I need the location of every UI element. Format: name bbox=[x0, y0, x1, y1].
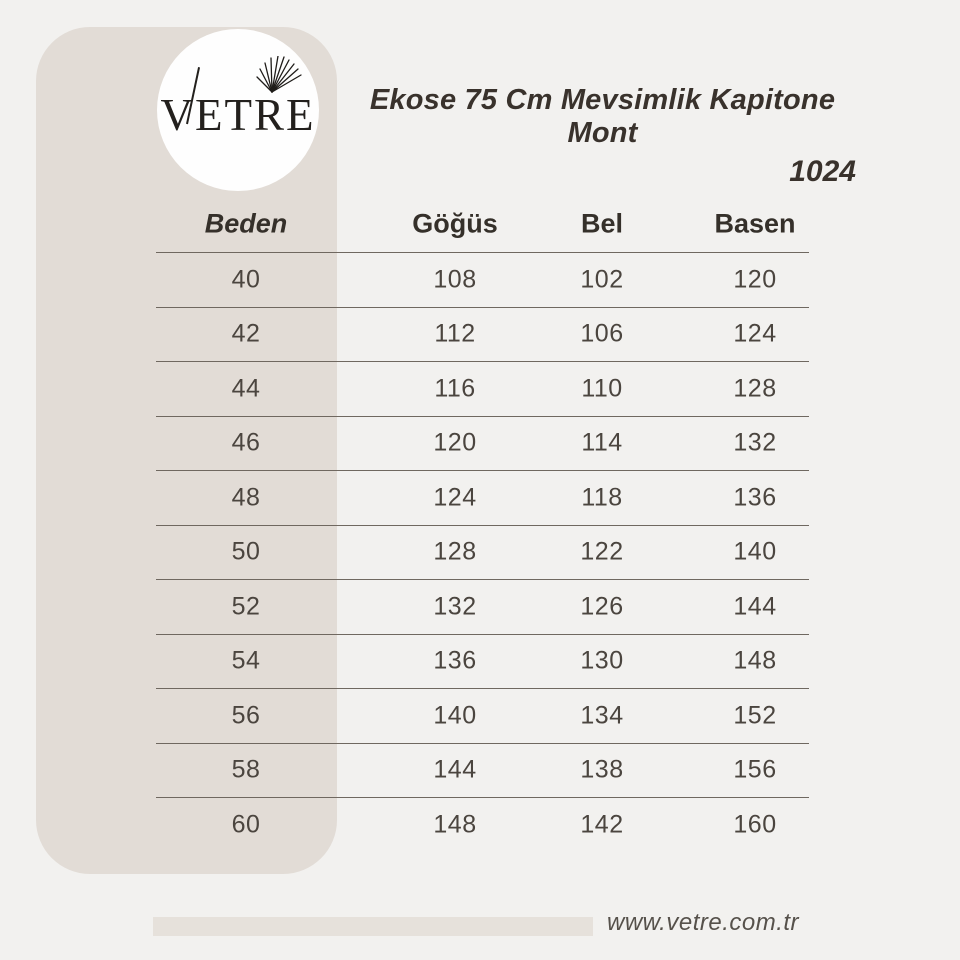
table-cell: 120 bbox=[433, 428, 477, 457]
table-cell: 110 bbox=[581, 374, 623, 403]
table-row bbox=[156, 689, 809, 744]
table-cell: 40 bbox=[231, 265, 261, 294]
table-cell: 50 bbox=[231, 537, 261, 566]
table-row bbox=[156, 798, 809, 853]
table-row bbox=[156, 308, 809, 363]
table-row bbox=[156, 744, 809, 799]
header-basen: Basen bbox=[714, 208, 796, 239]
table-cell: 130 bbox=[580, 646, 624, 675]
table-cell: 156 bbox=[733, 755, 777, 784]
table-row bbox=[156, 471, 809, 526]
table-cell: 116 bbox=[434, 374, 476, 403]
size-table-body bbox=[156, 253, 809, 853]
table-cell: 52 bbox=[231, 592, 261, 621]
brand-logo-text: VETRE bbox=[160, 90, 316, 140]
table-cell: 138 bbox=[580, 755, 624, 784]
table-cell: 132 bbox=[733, 428, 777, 457]
table-cell: 114 bbox=[581, 428, 623, 457]
product-title-block bbox=[345, 84, 860, 189]
table-cell: 128 bbox=[733, 374, 777, 403]
header-gogus: Göğüs bbox=[412, 208, 498, 239]
table-cell: 126 bbox=[580, 592, 624, 621]
table-row bbox=[156, 526, 809, 581]
table-cell: 160 bbox=[733, 810, 777, 839]
table-cell: 112 bbox=[434, 319, 476, 348]
table-cell: 118 bbox=[581, 483, 623, 512]
table-cell: 142 bbox=[580, 810, 624, 839]
table-cell: 122 bbox=[580, 537, 624, 566]
table-cell: 136 bbox=[733, 483, 777, 512]
table-cell: 46 bbox=[231, 428, 261, 457]
table-cell: 60 bbox=[231, 810, 261, 839]
leaf-fan-icon bbox=[256, 56, 302, 94]
table-cell: 136 bbox=[433, 646, 477, 675]
table-cell: 134 bbox=[580, 701, 624, 730]
product-code: 1024 bbox=[789, 155, 856, 188]
table-cell: 124 bbox=[733, 319, 777, 348]
table-cell: 48 bbox=[231, 483, 261, 512]
table-cell: 102 bbox=[580, 265, 624, 294]
table-row bbox=[156, 417, 809, 472]
product-title: Ekose 75 Cm Mevsimlik Kapitone Mont bbox=[369, 84, 836, 149]
table-row bbox=[156, 253, 809, 308]
table-cell: 120 bbox=[733, 265, 777, 294]
brand-logo-badge bbox=[157, 29, 319, 191]
footer-divider-bar bbox=[153, 917, 593, 936]
table-cell: 124 bbox=[433, 483, 477, 512]
table-cell: 106 bbox=[580, 319, 624, 348]
header-beden: Beden bbox=[204, 208, 288, 239]
website-link[interactable]: www.vetre.com.tr bbox=[607, 909, 800, 936]
table-cell: 132 bbox=[433, 592, 477, 621]
table-cell: 140 bbox=[733, 537, 777, 566]
header-bel: Bel bbox=[580, 208, 624, 239]
table-cell: 144 bbox=[433, 755, 477, 784]
table-row bbox=[156, 362, 809, 417]
table-cell: 128 bbox=[433, 537, 477, 566]
table-cell: 54 bbox=[231, 646, 261, 675]
table-cell: 148 bbox=[433, 810, 477, 839]
table-row bbox=[156, 635, 809, 690]
table-cell: 152 bbox=[733, 701, 777, 730]
table-cell: 42 bbox=[231, 319, 261, 348]
table-cell: 148 bbox=[733, 646, 777, 675]
table-row bbox=[156, 580, 809, 635]
size-table bbox=[156, 196, 809, 853]
table-cell: 56 bbox=[231, 701, 261, 730]
table-cell: 44 bbox=[231, 374, 261, 403]
table-cell: 108 bbox=[433, 265, 477, 294]
table-cell: 140 bbox=[433, 701, 477, 730]
table-cell: 144 bbox=[733, 592, 777, 621]
table-cell: 58 bbox=[231, 755, 261, 784]
table-header-row bbox=[156, 196, 809, 253]
